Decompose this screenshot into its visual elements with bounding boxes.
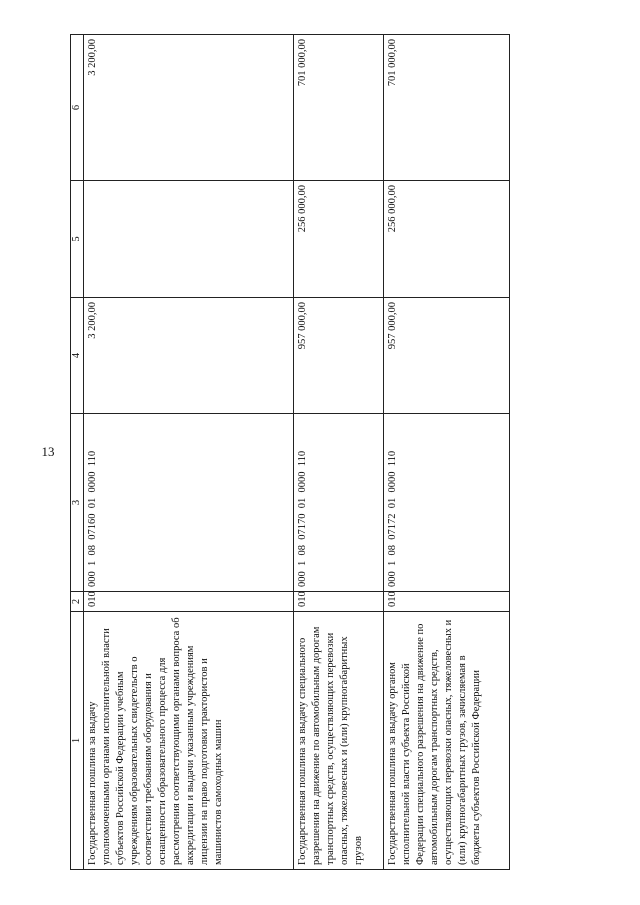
- row-name: Государственная пошлина за выдачу органом исполнительной власти субъекта Российской Федерации специального разрешения на движение по автомобильным дорогам транспортных средств, осуществляющих перевозки опасных, тяжеловесных и (или) крупногабаритных грузов, зачисляемая в бюджеты субъектов Российской Федерации: [384, 612, 510, 870]
- row-name: Государственная пошлина за выдачу специального разрешения на движение по автомобильным дорогам транспортных средств, осуществляющих перевозки опасных, тяжеловесных и (или) крупногабаритных грузов: [294, 612, 384, 870]
- row-code: 010: [294, 592, 384, 612]
- column-header-3: 3: [71, 414, 84, 592]
- budget-table: [70, 34, 510, 870]
- row-code: 010: [84, 592, 294, 612]
- column-number-row: [71, 35, 84, 870]
- row-col4: 957 000,00: [294, 298, 384, 414]
- row-col6: 701 000,00: [294, 35, 384, 181]
- row-col6: 701 000,00: [384, 35, 510, 181]
- row-col5: [84, 181, 294, 298]
- column-header-6: 6: [71, 35, 84, 181]
- row-col4: 3 200,00: [84, 298, 294, 414]
- table-row: [384, 35, 510, 870]
- row-col5: 256 000,00: [294, 181, 384, 298]
- column-header-4: 4: [71, 298, 84, 414]
- row-col6: 3 200,00: [84, 35, 294, 181]
- row-kbk: 000 1 08 07160 01 0000 110: [84, 414, 294, 592]
- rotated-table-wrapper: [70, 35, 482, 870]
- column-header-5: 5: [71, 181, 84, 298]
- column-header-2: 2: [71, 592, 84, 612]
- table-row: [84, 35, 294, 870]
- row-code: 010: [384, 592, 510, 612]
- page-number: 13: [41, 444, 55, 459]
- row-kbk: 000 1 08 07172 01 0000 110: [384, 414, 510, 592]
- column-header-1: 1: [71, 612, 84, 870]
- row-kbk: 000 1 08 07170 01 0000 110: [294, 414, 384, 592]
- row-col5: 256 000,00: [384, 181, 510, 298]
- table-row: [294, 35, 384, 870]
- row-name: Государственная пошлина за выдачу уполномоченными органами исполнительной власти субъектов Российской Федерации учебным учреждениям образовательных свидетельств о соответствии требованиям оборудования и оснащенности образовательного процесса для рассмотрения соответствующими органами вопроса об аккредитации и выдачи указанным учреждениям лицензии на право подготовки трактористов и машинистов самоходных машин: [84, 612, 294, 870]
- row-col4: 957 000,00: [384, 298, 510, 414]
